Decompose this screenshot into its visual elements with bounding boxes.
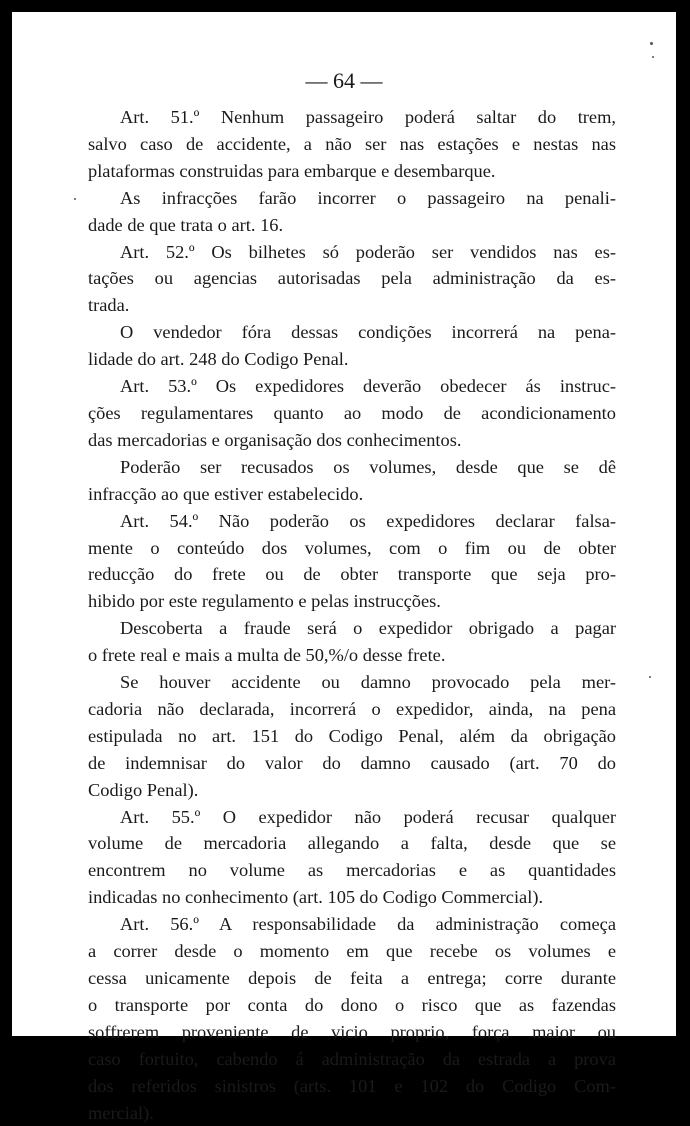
text-line: mercial). bbox=[88, 1102, 154, 1123]
text-line: Art. 56.º A responsabilidade da administração começa bbox=[120, 914, 616, 935]
text-line: reducção do frete ou de obter transporte que seja pro- bbox=[88, 564, 616, 585]
paragraph bbox=[88, 373, 616, 454]
paragraph bbox=[88, 239, 616, 320]
paragraph bbox=[88, 615, 616, 669]
text-line: ções regulamentares quanto ao modo de acondicionamento bbox=[88, 402, 616, 423]
paragraph bbox=[88, 185, 616, 239]
text-line: a correr desde o momento em que recebe os volumes e bbox=[88, 941, 616, 962]
scan-speck bbox=[74, 198, 76, 200]
paragraph bbox=[88, 669, 616, 804]
paragraph bbox=[88, 508, 616, 616]
scan-speck bbox=[650, 42, 653, 45]
text-line: Art. 55.º O expedidor não poderá recusar qualquer bbox=[120, 806, 616, 827]
text-line: salvo caso de accidente, a não ser nas estações e nestas nas bbox=[88, 133, 616, 154]
text-line: Art. 51.º Nenhum passageiro poderá saltar do trem, bbox=[120, 107, 616, 127]
text-line: cessa unicamente depois de feita a entrega; corre durante bbox=[88, 968, 616, 988]
paragraph bbox=[88, 804, 616, 912]
text-line: Art. 52.º Os bilhetes só poderão ser vendidos nas es- bbox=[120, 241, 616, 262]
text-line: infracção ao que estiver estabelecido. bbox=[88, 483, 364, 504]
text-line: caso fortuito, cabendo á administração da estrada a prova bbox=[88, 1048, 616, 1069]
scan-speck bbox=[652, 56, 654, 58]
paragraph bbox=[88, 911, 616, 1126]
text-line: dade de que trata o art. 16. bbox=[88, 214, 284, 235]
page-number: — 64 — bbox=[305, 68, 383, 93]
body-text bbox=[88, 104, 616, 1126]
text-line: de indemnisar do valor do damno causado (art. 70 do bbox=[88, 752, 616, 773]
text-line: o frete real e mais a multa de 50,%/o desse frete. bbox=[88, 645, 446, 666]
paragraph bbox=[88, 319, 616, 373]
text-line: volume de mercadoria allegando a falta, desde que se bbox=[88, 833, 616, 854]
text-line: encontrem no volume as mercadorias e as quantidades bbox=[88, 860, 616, 881]
text-line: trada. bbox=[88, 295, 130, 316]
text-line: Se houver accidente ou damno provocado pela mer- bbox=[120, 672, 616, 693]
text-line: Art. 54.º Não poderão os expedidores declarar falsa- bbox=[120, 510, 616, 531]
paragraph bbox=[88, 104, 616, 185]
text-line: indicadas no conhecimento (art. 105 do Codigo Commercial). bbox=[88, 887, 544, 908]
text-line: plataformas construidas para embarque e desembarque. bbox=[88, 160, 496, 181]
text-line: o transporte por conta do dono o risco que as fazendas bbox=[88, 994, 616, 1015]
text-line: lidade do art. 248 do Codigo Penal. bbox=[88, 349, 349, 370]
text-line: O vendedor fóra dessas condições incorrerá na pena- bbox=[120, 322, 616, 343]
text-line: dos referidos sinistros (arts. 101 e 102 do Codigo Com- bbox=[88, 1075, 616, 1096]
text-line: As infracções farão incorrer o passageiro na penali- bbox=[120, 187, 616, 208]
text-line: cadoria não declarada, incorrerá o expedidor, ainda, na pena bbox=[88, 698, 616, 719]
text-line: estipulada no art. 151 do Codigo Penal, além da obrigação bbox=[88, 725, 616, 746]
scan-speck bbox=[649, 676, 651, 678]
text-line: Art. 53.º Os expedidores deverão obedecer ás instruc- bbox=[120, 376, 616, 397]
text-line: Codigo Penal). bbox=[88, 779, 199, 800]
text-line: das mercadorias e organisação dos conhecimentos. bbox=[88, 429, 462, 450]
text-line: Descoberta a fraude será o expedidor obrigado a pagar bbox=[120, 618, 616, 639]
text-line: mente o conteúdo dos volumes, com o fim ou de obter bbox=[88, 537, 616, 558]
document-page bbox=[12, 12, 676, 1123]
text-line: soffrerem proveniente de vicio proprio, força maior ou bbox=[88, 1021, 616, 1042]
paragraph bbox=[88, 454, 616, 508]
text-line: tações ou agencias autorisadas pela administração da es- bbox=[88, 268, 616, 289]
text-line: Poderão ser recusados os volumes, desde que se dê bbox=[120, 456, 616, 477]
text-line: hibido por este regulamento e pelas instrucções. bbox=[88, 591, 441, 612]
